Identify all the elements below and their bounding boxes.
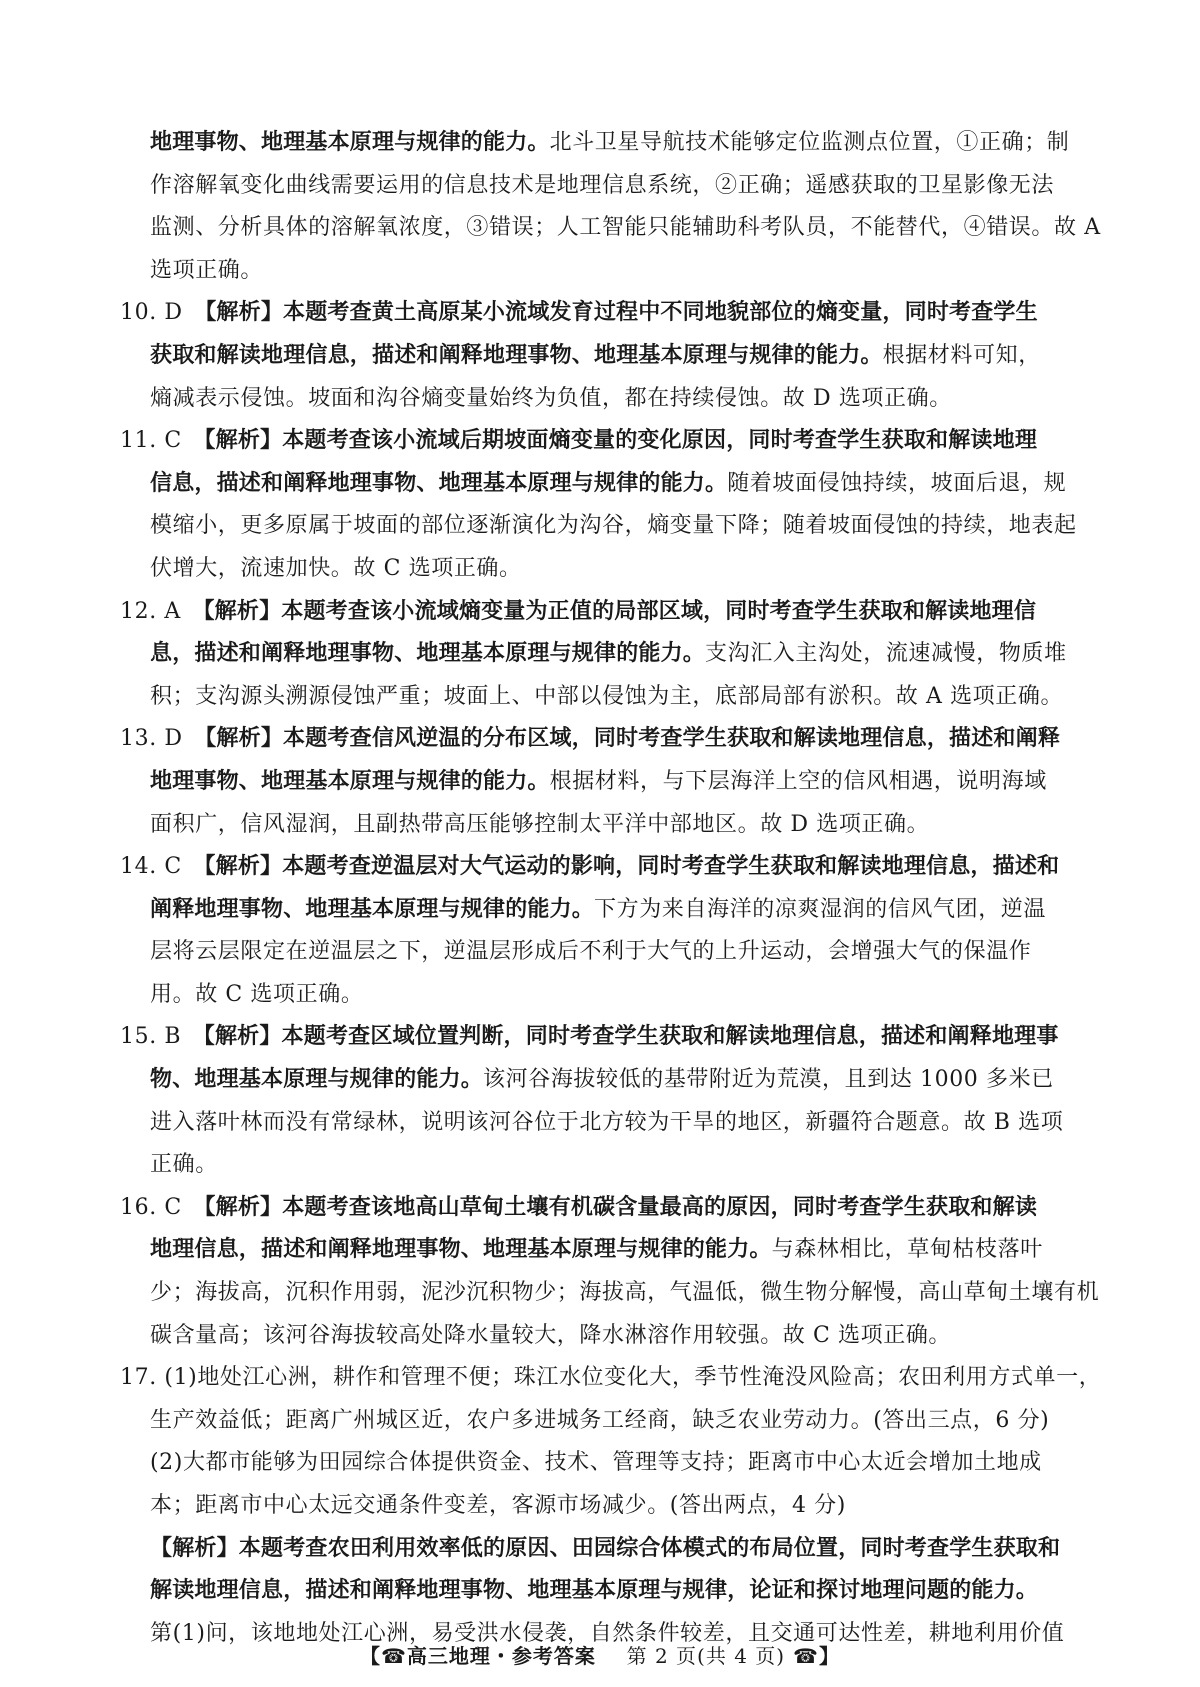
text-line — [120, 250, 1100, 293]
text-line — [120, 1229, 1100, 1272]
bold-text-segment: 【解析】本题考查信风逆温的分布区域，同时考查学生获取和解读地理信息，描述和阐释 — [205, 726, 1061, 752]
text-line — [120, 1442, 1100, 1485]
bold-text-segment: 信息，描述和阐释地理事物、地理基本原理与规律的能力。 — [150, 470, 728, 496]
text-line — [120, 1570, 1100, 1613]
footer-title: 【☎高三地理・参考答案 — [360, 1644, 596, 1668]
text-segment: 层将云层限定在逆温层之下，逆温层形成后不利于大气的上升运动，会增强大气的保温作 — [150, 939, 1032, 965]
text-line — [120, 420, 1100, 463]
text-line — [120, 804, 1100, 847]
text-segment: 积；支沟源头溯源侵蚀严重；坡面上、中部以侵蚀为主，底部局部有淤积。故 A 选项正确。 — [150, 683, 1064, 709]
bold-text-segment: 息，描述和阐释地理事物、地理基本原理与规律的能力。 — [150, 641, 706, 667]
text-segment: 支沟汇入主沟处，流速减慢，物质堆 — [705, 641, 1067, 667]
text-line — [120, 676, 1100, 719]
text-line — [120, 1144, 1100, 1187]
bold-text-segment: 地理信息，描述和阐释地理事物、地理基本原理与规律的能力。 — [150, 1237, 772, 1263]
text-segment: 少；海拔高，沉积作用弱，泥沙沉积物少；海拔高，气温低，微生物分解慢，高山草甸土壤有机 — [150, 1280, 1100, 1306]
bold-text-segment: 获取和解读地理信息，描述和阐释地理事物、地理基本原理与规律的能力。 — [150, 342, 883, 368]
bold-text-segment: 物、地理基本原理与规律的能力。 — [150, 1067, 484, 1093]
text-line — [120, 292, 1100, 335]
text-line — [120, 1357, 1100, 1400]
bold-text-segment: 【解析】本题考查逆温层对大气运动的影响，同时考查学生获取和解读地理信息，描述和 — [204, 854, 1060, 880]
text-segment: 13. D — [120, 726, 206, 752]
text-segment: 与森林相比，草甸枯枝落叶 — [771, 1237, 1043, 1263]
bold-text-segment: 【解析】本题考查该小流域后期坡面熵变量的变化原因，同时考查学生获取和解读地理 — [204, 428, 1038, 454]
text-line — [120, 548, 1100, 591]
text-line — [120, 165, 1100, 208]
text-line — [120, 1272, 1100, 1315]
text-line — [120, 633, 1100, 676]
bold-text-segment: 【解析】本题考查该地高山草甸土壤有机碳含量最高的原因，同时考查学生获取和解读 — [204, 1194, 1038, 1220]
text-segment: 伏增大，流速加快。故 C 选项正确。 — [150, 555, 522, 581]
text-segment: 根据材料，与下层海洋上空的信风相遇，说明海域 — [549, 768, 1047, 794]
text-line — [120, 335, 1100, 378]
bold-text-segment: 解读地理信息，描述和阐释地理事物、地理基本原理与规律，论证和探讨地理问题的能力。 — [150, 1578, 1039, 1604]
text-segment: 正确。 — [150, 1152, 218, 1178]
text-line — [120, 1528, 1100, 1571]
text-line — [120, 1102, 1100, 1145]
text-segment: 碳含量高；该河谷海拔较高处降水量较大，降水淋溶作用较强。故 C 选项正确。 — [150, 1322, 952, 1348]
text-segment: 生产效益低；距离广州城区近，农户多进城务工经商，缺乏农业劳动力。(答出三点，6 分) — [150, 1407, 1050, 1433]
text-line — [120, 207, 1100, 250]
text-segment: 本；距离市中心太远交通条件变差，客源市场减少。(答出两点，4 分) — [150, 1493, 846, 1518]
text-segment: 14. C — [120, 854, 205, 880]
text-line — [120, 974, 1100, 1017]
text-line — [120, 591, 1100, 634]
text-segment: 监测、分析具体的溶解氧浓度，③错误；人工智能只能辅助科考队员，不能替代，④错误。故 A — [150, 215, 1101, 241]
text-line — [120, 718, 1100, 761]
text-line — [120, 846, 1100, 889]
text-line — [120, 1400, 1100, 1443]
text-segment: 作溶解氧变化曲线需要运用的信息技术是地理信息系统，②正确；遥感获取的卫星影像无法 — [150, 172, 1055, 198]
text-segment: 进入落叶林而没有常绿林，说明该河谷位于北方较为干旱的地区，新疆符合题意。故 B 选项 — [150, 1109, 1064, 1135]
text-segment: 11. C — [120, 428, 205, 454]
text-segment: 选项正确。 — [150, 257, 264, 283]
text-segment: (2)大都市能够为田园综合体提供资金、技术、管理等支持；距离市中心太近会增加土地成 — [150, 1450, 1042, 1476]
text-segment: 用。故 C 选项正确。 — [150, 981, 364, 1007]
text-line — [120, 1016, 1100, 1059]
bold-text-segment: 【解析】本题考查区域位置判断，同时考查学生获取和解读地理信息，描述和阐释地理事 — [203, 1024, 1059, 1050]
text-segment: 面积广，信风湿润，且副热带高压能够控制太平洋中部地区。故 D 选项正确。 — [150, 811, 930, 837]
text-segment: 10. D — [120, 300, 206, 326]
text-segment: 模缩小，更多原属于坡面的部位逐渐演化为沟谷，熵变量下降；随着坡面侵蚀的持续，地表起 — [150, 513, 1077, 539]
bold-text-segment: 【解析】本题考查黄土高原某小流域发育过程中不同地貌部位的熵变量，同时考查学生 — [205, 300, 1038, 326]
text-segment: 熵减表示侵蚀。坡面和沟谷熵变量始终为负值，都在持续侵蚀。故 D 选项正确。 — [150, 385, 952, 411]
text-segment: 该河谷海拔较低的基带附近为荒漠，且到达 1000 多米已 — [483, 1067, 1054, 1093]
text-segment: 12. A — [120, 598, 204, 624]
bold-text-segment: 地理事物、地理基本原理与规律的能力。 — [150, 130, 550, 155]
text-line — [120, 931, 1100, 974]
text-segment: 17. (1)地处江心洲，耕作和管理不便；珠江水位变化大，季节性淹没风险高；农田利用方式单一， — [120, 1365, 1102, 1391]
bold-text-segment: 【解析】本题考查农田利用效率低的原因、田园综合体模式的布局位置，同时考查学生获取和 — [150, 1535, 1061, 1561]
text-line — [120, 889, 1100, 932]
page-footer — [0, 1640, 1200, 1669]
text-segment: 下方为来自海洋的凉爽湿润的信风气团，逆温 — [594, 896, 1047, 922]
text-line — [120, 1059, 1100, 1102]
text-segment: 北斗卫星导航技术能够定位监测点位置，①正确；制 — [549, 130, 1070, 155]
text-line — [120, 463, 1100, 506]
bold-text-segment: 【解析】本题考查该小流域熵变量为正值的局部区域，同时考查学生获取和解读地理信 — [203, 598, 1037, 624]
bold-text-segment: 阐释地理事物、地理基本原理与规律的能力。 — [150, 896, 595, 922]
text-segment: 随着坡面侵蚀持续，坡面后退，规 — [727, 470, 1067, 496]
text-segment: 15. B — [120, 1024, 204, 1050]
footer-end: ☎】 — [793, 1644, 840, 1668]
text-line — [120, 1485, 1100, 1528]
text-segment: 根据材料可知， — [882, 342, 1041, 368]
footer-page-number: 第 2 页(共 4 页) — [626, 1644, 786, 1668]
text-line — [120, 122, 1100, 165]
text-segment: 第(1)问，该地地处江心洲，易受洪水侵袭，自然条件较差，且交通可达性差，耕地利用价值 — [150, 1620, 1065, 1646]
bold-text-segment: 地理事物、地理基本原理与规律的能力。 — [150, 768, 550, 794]
text-line — [120, 505, 1100, 548]
text-segment: 16. C — [120, 1194, 205, 1220]
text-line — [120, 1187, 1100, 1230]
answer-text-body — [120, 122, 1100, 1655]
text-line — [120, 1315, 1100, 1358]
text-line — [120, 378, 1100, 421]
text-line — [120, 761, 1100, 804]
